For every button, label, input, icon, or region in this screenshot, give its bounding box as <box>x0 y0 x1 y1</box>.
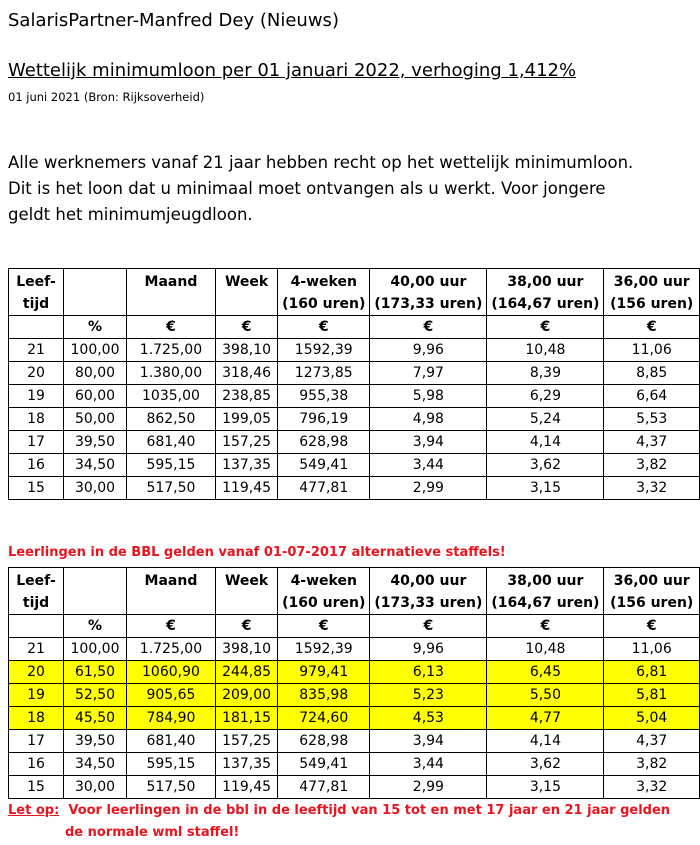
table-cell: 3,32 <box>604 776 700 799</box>
table-cell: 15 <box>9 477 64 500</box>
table-cell: 100,00 <box>64 339 127 362</box>
table-cell: 1592,39 <box>278 638 370 661</box>
table-cell: 318,46 <box>216 362 278 385</box>
unit-cell <box>9 316 64 339</box>
table-row <box>9 431 700 454</box>
table-cell: 17 <box>9 730 64 753</box>
table-cell: 34,50 <box>64 454 127 477</box>
table-cell: 477,81 <box>278 477 370 500</box>
table-cell: 398,10 <box>216 339 278 362</box>
table-cell: 137,35 <box>216 753 278 776</box>
table-cell: 784,90 <box>126 707 215 730</box>
table-row <box>9 638 700 661</box>
table-cell: 6,81 <box>604 661 700 684</box>
table-cell: 119,45 <box>216 776 278 799</box>
table-cell: 549,41 <box>278 454 370 477</box>
article-source: 01 juni 2021 (Bron: Rijksoverheid) <box>8 90 205 104</box>
table-cell: 45,50 <box>64 707 127 730</box>
header-36h: 36,00 uur (156 uren) <box>604 269 700 316</box>
unit-pct: % <box>64 615 127 638</box>
table-cell: 3,44 <box>370 454 487 477</box>
table-cell: 3,15 <box>487 477 604 500</box>
table-cell: 18 <box>9 408 64 431</box>
table-cell: 6,45 <box>487 661 604 684</box>
table-cell: 11,06 <box>604 638 700 661</box>
header-week: Week <box>216 568 278 615</box>
table-cell: 6,29 <box>487 385 604 408</box>
unit-currency: € <box>487 615 604 638</box>
header-4weeks: 4-weken (160 uren) <box>278 568 370 615</box>
unit-currency: € <box>278 316 370 339</box>
table-cell: 30,00 <box>64 776 127 799</box>
table-row <box>9 707 700 730</box>
table-row <box>9 684 700 707</box>
unit-currency: € <box>216 615 278 638</box>
table-cell: 905,65 <box>126 684 215 707</box>
table-row <box>9 477 700 500</box>
header-40h: 40,00 uur (173,33 uren) <box>370 568 487 615</box>
table-cell: 80,00 <box>64 362 127 385</box>
table-cell: 1060,90 <box>126 661 215 684</box>
table-cell: 18 <box>9 707 64 730</box>
table-cell: 52,50 <box>64 684 127 707</box>
table-cell: 10,48 <box>487 339 604 362</box>
table-cell: 17 <box>9 431 64 454</box>
table-row <box>9 730 700 753</box>
intro-line: Dit is het loon dat u minimaal moet ontvangen als u werkt. Voor jongere <box>8 179 606 198</box>
table-cell: 60,00 <box>64 385 127 408</box>
table-cell: 16 <box>9 753 64 776</box>
table-cell: 4,77 <box>487 707 604 730</box>
table-cell: 3,82 <box>604 454 700 477</box>
table-cell: 4,37 <box>604 431 700 454</box>
table-cell: 595,15 <box>126 454 215 477</box>
table-cell: 7,97 <box>370 362 487 385</box>
table-cell: 8,85 <box>604 362 700 385</box>
table-cell: 517,50 <box>126 776 215 799</box>
table-cell: 3,94 <box>370 431 487 454</box>
table-cell: 6,64 <box>604 385 700 408</box>
unit-currency: € <box>216 316 278 339</box>
table-cell: 862,50 <box>126 408 215 431</box>
header-36h: 36,00 uur (156 uren) <box>604 568 700 615</box>
table-cell: 979,41 <box>278 661 370 684</box>
unit-currency: € <box>278 615 370 638</box>
table-cell: 34,50 <box>64 753 127 776</box>
header-pct-blank <box>64 269 127 316</box>
table-cell: 50,00 <box>64 408 127 431</box>
site-title: SalarisPartner-Manfred Dey (Nieuws) <box>8 10 339 31</box>
unit-currency: € <box>370 615 487 638</box>
table-cell: 681,40 <box>126 431 215 454</box>
table-cell: 628,98 <box>278 431 370 454</box>
table-cell: 6,13 <box>370 661 487 684</box>
minimum-wage-table <box>8 268 700 500</box>
table-cell: 5,50 <box>487 684 604 707</box>
table-cell: 244,85 <box>216 661 278 684</box>
header-38h: 38,00 uur (164,67 uren) <box>487 568 604 615</box>
table-cell: 137,35 <box>216 454 278 477</box>
table-cell: 5,98 <box>370 385 487 408</box>
table-cell: 4,53 <box>370 707 487 730</box>
unit-pct: % <box>64 316 127 339</box>
table-cell: 2,99 <box>370 477 487 500</box>
table-cell: 119,45 <box>216 477 278 500</box>
table-cell: 3,94 <box>370 730 487 753</box>
table-cell: 5,24 <box>487 408 604 431</box>
footnote-line2: de normale wml staffel! <box>65 825 240 840</box>
table-cell: 1592,39 <box>278 339 370 362</box>
table-row <box>9 408 700 431</box>
table-cell: 3,62 <box>487 753 604 776</box>
table-cell: 4,14 <box>487 730 604 753</box>
table-cell: 2,99 <box>370 776 487 799</box>
header-age: Leef- tijd <box>9 568 64 615</box>
table-cell: 796,19 <box>278 408 370 431</box>
table-cell: 517,50 <box>126 477 215 500</box>
table-cell: 5,81 <box>604 684 700 707</box>
table-cell: 1035,00 <box>126 385 215 408</box>
table-cell: 9,96 <box>370 638 487 661</box>
table-cell: 3,62 <box>487 454 604 477</box>
table-cell: 8,39 <box>487 362 604 385</box>
footnote-line1: Voor leerlingen in de bbl in de leeftijd van 15 tot en met 17 jaar en 21 jaar gelden <box>68 803 671 818</box>
table-cell: 4,98 <box>370 408 487 431</box>
header-month: Maand <box>126 269 215 316</box>
unit-currency: € <box>604 316 700 339</box>
table-cell: 5,23 <box>370 684 487 707</box>
table-cell: 724,60 <box>278 707 370 730</box>
header-38h: 38,00 uur (164,67 uren) <box>487 269 604 316</box>
table-cell: 21 <box>9 638 64 661</box>
table-cell: 39,50 <box>64 431 127 454</box>
header-age: Leef- tijd <box>9 269 64 316</box>
unit-currency: € <box>604 615 700 638</box>
table-row <box>9 385 700 408</box>
table-cell: 1.380,00 <box>126 362 215 385</box>
table-row <box>9 454 700 477</box>
table-cell: 681,40 <box>126 730 215 753</box>
table-cell: 3,15 <box>487 776 604 799</box>
unit-currency: € <box>126 615 215 638</box>
footnote <box>8 800 688 844</box>
footnote-label: Let op: <box>8 803 60 818</box>
table-cell: 5,04 <box>604 707 700 730</box>
table-cell: 1.725,00 <box>126 638 215 661</box>
table-cell: 4,14 <box>487 431 604 454</box>
table-cell: 5,53 <box>604 408 700 431</box>
table-cell: 1273,85 <box>278 362 370 385</box>
header-40h: 40,00 uur (173,33 uren) <box>370 269 487 316</box>
table-cell: 157,25 <box>216 431 278 454</box>
intro-text <box>8 150 693 228</box>
table-cell: 21 <box>9 339 64 362</box>
bbl-warning: Leerlingen in de BBL gelden vanaf 01-07-2017 alternatieve staffels! <box>8 545 506 560</box>
table-body <box>9 339 700 500</box>
header-pct-blank <box>64 568 127 615</box>
intro-line: Alle werknemers vanaf 21 jaar hebben recht op het wettelijk minimumloon. <box>8 153 634 172</box>
unit-currency: € <box>487 316 604 339</box>
header-month: Maand <box>126 568 215 615</box>
table-cell: 595,15 <box>126 753 215 776</box>
table-cell: 1.725,00 <box>126 339 215 362</box>
table-cell: 20 <box>9 362 64 385</box>
table-row <box>9 753 700 776</box>
table-cell: 3,32 <box>604 477 700 500</box>
table-row <box>9 362 700 385</box>
table-cell: 238,85 <box>216 385 278 408</box>
table-cell: 955,38 <box>278 385 370 408</box>
header-week: Week <box>216 269 278 316</box>
unit-cell <box>9 615 64 638</box>
table-cell: 209,00 <box>216 684 278 707</box>
table-cell: 9,96 <box>370 339 487 362</box>
header-4weeks: 4-weken (160 uren) <box>278 269 370 316</box>
table-cell: 3,44 <box>370 753 487 776</box>
table-body <box>9 638 700 799</box>
table-cell: 11,06 <box>604 339 700 362</box>
table-cell: 4,37 <box>604 730 700 753</box>
table-cell: 398,10 <box>216 638 278 661</box>
table-cell: 157,25 <box>216 730 278 753</box>
table-cell: 19 <box>9 385 64 408</box>
bbl-wage-table <box>8 567 700 799</box>
table-row <box>9 776 700 799</box>
table-cell: 628,98 <box>278 730 370 753</box>
table-cell: 30,00 <box>64 477 127 500</box>
table-cell: 477,81 <box>278 776 370 799</box>
table-cell: 20 <box>9 661 64 684</box>
table-cell: 100,00 <box>64 638 127 661</box>
table-cell: 199,05 <box>216 408 278 431</box>
table-cell: 15 <box>9 776 64 799</box>
article-headline: Wettelijk minimumloon per 01 januari 2022, verhoging 1,412% <box>8 60 577 81</box>
table-cell: 549,41 <box>278 753 370 776</box>
table-cell: 16 <box>9 454 64 477</box>
table-cell: 19 <box>9 684 64 707</box>
table-cell: 3,82 <box>604 753 700 776</box>
table-cell: 181,15 <box>216 707 278 730</box>
table-row <box>9 339 700 362</box>
table-cell: 10,48 <box>487 638 604 661</box>
unit-currency: € <box>370 316 487 339</box>
table-cell: 39,50 <box>64 730 127 753</box>
table-row <box>9 661 700 684</box>
table-cell: 835,98 <box>278 684 370 707</box>
table-cell: 61,50 <box>64 661 127 684</box>
intro-line: geldt het minimumjeugdloon. <box>8 205 253 224</box>
unit-currency: € <box>126 316 215 339</box>
